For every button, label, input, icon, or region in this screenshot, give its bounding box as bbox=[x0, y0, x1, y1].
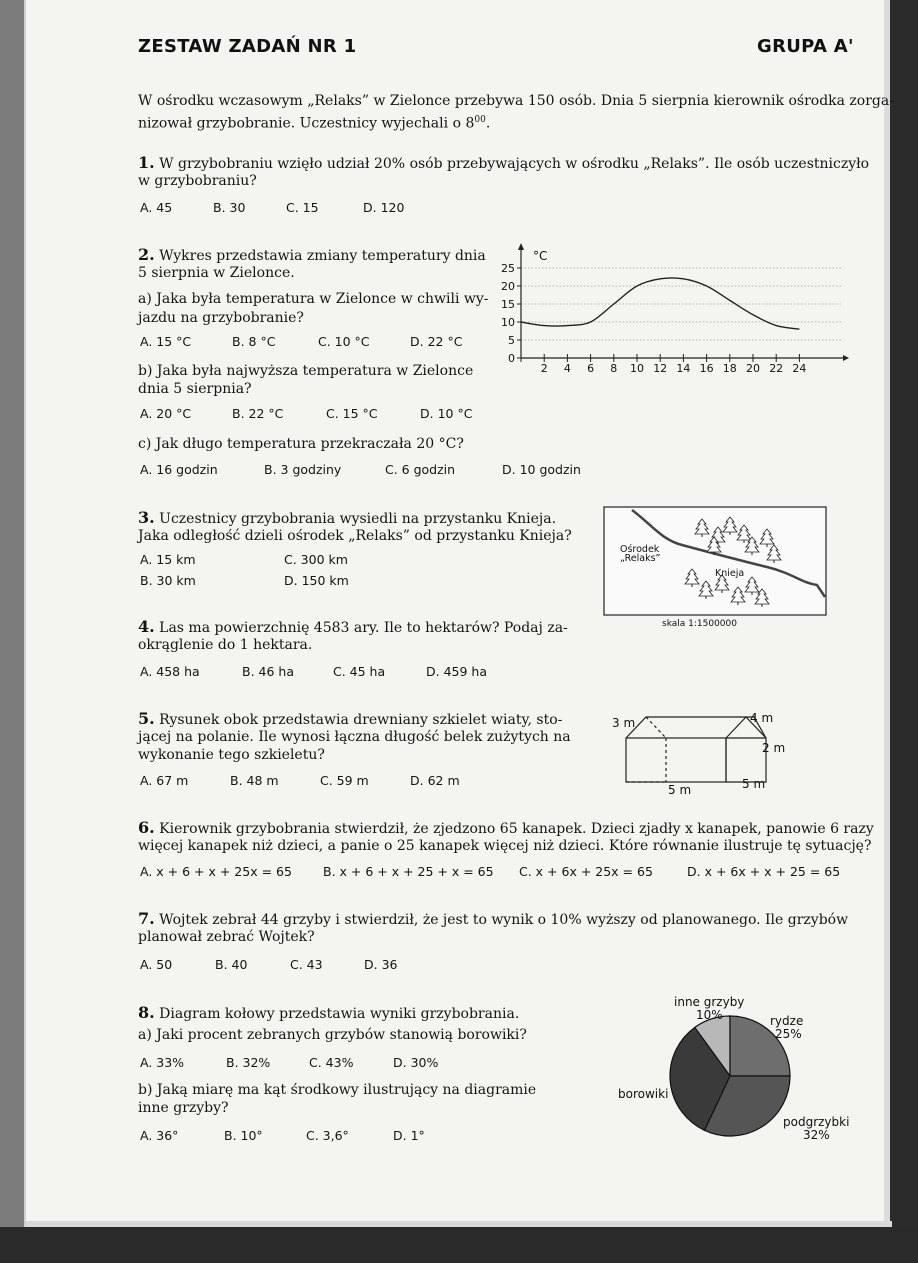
q8a-answer-b: B. 32% bbox=[226, 1055, 271, 1070]
q4-answer-d: D. 459 ha bbox=[426, 664, 487, 679]
scan-bottom-edge bbox=[0, 1227, 918, 1263]
q5-text-line-3: wykonanie tego szkieletu? bbox=[138, 747, 325, 763]
q4-answer-b: B. 46 ha bbox=[242, 664, 294, 679]
q2c-answer-c: C. 6 godzin bbox=[385, 462, 456, 477]
q7-text-line-2: planował zebrać Wojtek? bbox=[138, 929, 315, 945]
q7-answer-b: B. 40 bbox=[215, 957, 248, 972]
q7-text-line-1: 7. Wojtek zebrał 44 grzyby i stwierdził, że jest to wynik o 10% wyższy od planowanego. Ile grzybów bbox=[138, 909, 849, 928]
q6-answer-d: D. x + 6x + x + 25 = 65 bbox=[687, 864, 841, 879]
y-axis-label: °C bbox=[533, 249, 548, 263]
shelter-frame-figure bbox=[606, 705, 806, 797]
dim-4m: 4 m bbox=[750, 711, 774, 725]
q4-text-line-2: okrąglenie do 1 hektara. bbox=[138, 637, 313, 653]
map-label-stop: Knieja bbox=[715, 568, 745, 579]
q1-answer-c: C. 15 bbox=[286, 200, 319, 215]
q5-text-line-1: 5. Rysunek obok przedstawia drewniany szkielet wiaty, sto- bbox=[138, 709, 563, 728]
q2c-answer-b: B. 3 godziny bbox=[264, 462, 342, 477]
x-tick-label: 22 bbox=[769, 362, 784, 375]
q6-answer-a: A. x + 6 + x + 25x = 65 bbox=[140, 864, 292, 879]
q7-answer-d: D. 36 bbox=[364, 957, 398, 972]
dim-3m: 3 m bbox=[612, 716, 636, 730]
q1-answer-b: B. 30 bbox=[213, 200, 246, 215]
q2b-answer-d: D. 10 °C bbox=[420, 406, 473, 421]
q2-text-line-1: 2. Wykres przedstawia zmiany temperatury dnia bbox=[138, 245, 486, 264]
q5-answer-a: A. 67 m bbox=[140, 773, 189, 788]
q2b-answer-b: B. 22 °C bbox=[232, 406, 284, 421]
q5-answer-c: C. 59 m bbox=[320, 773, 369, 788]
q8b-answer-c: C. 3,6° bbox=[306, 1128, 349, 1143]
q7-answer-a: A. 50 bbox=[140, 957, 173, 972]
q4-answer-a: A. 458 ha bbox=[140, 664, 200, 679]
q8a-answer-a: A. 33% bbox=[140, 1055, 185, 1070]
q3-answer-a: A. 15 km bbox=[140, 552, 196, 567]
q8-text-line-1: 8. Diagram kołowy przedstawia wyniki grzybobrania. bbox=[138, 1003, 520, 1022]
q3-answer-b: B. 30 km bbox=[140, 573, 196, 588]
q2b-answer-a: A. 20 °C bbox=[140, 406, 192, 421]
q2a-answer-d: D. 22 °C bbox=[410, 334, 463, 349]
q6-text-line-1: 6. Kierownik grzybobrania stwierdził, że zjedzono 65 kanapek. Dzieci zjadły x kanapek, panowie 6 razy bbox=[138, 818, 874, 837]
x-tick-label: 2 bbox=[540, 362, 548, 375]
x-tick-label: 24 bbox=[792, 362, 807, 375]
x-tick-label: 14 bbox=[676, 362, 691, 375]
map-label-center: Ośrodek bbox=[620, 544, 660, 555]
y-tick-label: 15 bbox=[501, 298, 515, 311]
y-tick-label: 25 bbox=[501, 262, 515, 275]
group-label: GRUPA A' bbox=[757, 36, 854, 57]
pie-label-rydze: rydze bbox=[770, 1014, 804, 1028]
q5-answer-b: B. 48 m bbox=[230, 773, 279, 788]
q2c-answer-d: D. 10 godzin bbox=[502, 462, 581, 477]
q8b-text-line-2: inne grzyby? bbox=[138, 1100, 229, 1116]
pie-label-inne: inne grzyby bbox=[674, 995, 745, 1009]
scan-right-edge bbox=[890, 0, 918, 1263]
scan-left-edge bbox=[0, 0, 26, 1263]
q3-text-line-1: 3. Uczestnicy grzybobrania wysiedli na przystanku Knieja. bbox=[138, 508, 557, 527]
x-tick-label: 4 bbox=[563, 362, 571, 375]
x-tick-label: 18 bbox=[722, 362, 737, 375]
map-figure bbox=[602, 505, 852, 630]
q2c-text-line: c) Jak długo temperatura przekraczała 20 °C? bbox=[138, 436, 464, 452]
q2a-answer-c: C. 10 °C bbox=[318, 334, 370, 349]
x-tick-label: 16 bbox=[699, 362, 714, 375]
temperature-line-chart bbox=[495, 238, 850, 378]
q1-answer-d: D. 120 bbox=[363, 200, 405, 215]
q8b-answer-a: A. 36° bbox=[140, 1128, 179, 1143]
q2c-answer-a: A. 16 godzin bbox=[140, 462, 218, 477]
q4-text-line-1: 4. Las ma powierzchnię 4583 ary. Ile to hektarów? Podaj za- bbox=[138, 617, 568, 636]
q8a-answer-c: C. 43% bbox=[309, 1055, 354, 1070]
map-scale: skala 1:1500000 bbox=[662, 619, 737, 629]
q4-answer-c: C. 45 ha bbox=[333, 664, 386, 679]
y-tick-label: 5 bbox=[508, 334, 515, 347]
q2a-text-line-1: a) Jaka była temperatura w Zielonce w chwili wy- bbox=[138, 291, 489, 307]
intro-line-1: W ośrodku wczasowym „Relaks” w Zielonce przebywa 150 osób. Dnia 5 sierpnia kierownik ośrodka zorga- bbox=[138, 93, 894, 109]
q8a-text-line: a) Jaki procent zebranych grzybów stanowią borowiki? bbox=[138, 1027, 527, 1043]
y-tick-label: 0 bbox=[508, 352, 515, 365]
q2b-text-line-1: b) Jaka była najwyższa temperatura w Zielonce bbox=[138, 363, 474, 379]
y-tick-label: 10 bbox=[501, 316, 515, 329]
map-label-center-2: „Relaks” bbox=[620, 553, 661, 564]
q6-answer-c: C. x + 6x + 25x = 65 bbox=[519, 864, 653, 879]
q7-answer-c: C. 43 bbox=[290, 957, 323, 972]
q3-text-line-2: Jaka odległość dzieli ośrodek „Relaks” od przystanku Knieja? bbox=[138, 528, 572, 544]
q6-answer-b: B. x + 6 + x + 25 + x = 65 bbox=[323, 864, 494, 879]
q3-answer-d: D. 150 km bbox=[284, 573, 349, 588]
pie-label-borowiki: borowiki bbox=[618, 1087, 669, 1101]
pie-value-podgrzybki: 32% bbox=[803, 1128, 830, 1142]
q2-text-line-2: 5 sierpnia w Zielonce. bbox=[138, 265, 295, 281]
dim-5m-side: 5 m bbox=[742, 777, 766, 791]
pie-value-inne: 10% bbox=[696, 1008, 723, 1022]
x-tick-label: 6 bbox=[587, 362, 595, 375]
q8b-answer-d: D. 1° bbox=[393, 1128, 425, 1143]
temperature-series-line bbox=[521, 278, 799, 329]
q2a-answer-b: B. 8 °C bbox=[232, 334, 276, 349]
x-tick-label: 8 bbox=[610, 362, 618, 375]
mushroom-pie-chart bbox=[612, 990, 862, 1150]
pie-label-podgrzybki: podgrzybki bbox=[783, 1115, 850, 1129]
q5-answer-d: D. 62 m bbox=[410, 773, 460, 788]
pie-value-rydze: 25% bbox=[775, 1027, 802, 1041]
y-tick-label: 20 bbox=[501, 280, 515, 293]
x-axis-arrow bbox=[843, 355, 849, 361]
q1-answer-a: A. 45 bbox=[140, 200, 173, 215]
q2b-text-line-2: dnia 5 sierpnia? bbox=[138, 381, 252, 397]
x-tick-label: 10 bbox=[630, 362, 644, 375]
q1-text-line-1: 1. W grzybobraniu wzięło udział 20% osób przebywających w ośrodku „Relaks”. Ile osób uczestniczyło bbox=[138, 153, 870, 172]
q2b-answer-c: C. 15 °C bbox=[326, 406, 378, 421]
intro-line-2: nizował grzybobranie. Uczestnicy wyjechali o $8^{00}$. bbox=[138, 115, 491, 132]
dim-5m-front: 5 m bbox=[668, 783, 692, 797]
page-title: ZESTAW ZADAŃ NR 1 bbox=[138, 36, 357, 57]
scan-left-margin-line bbox=[24, 0, 26, 1263]
x-tick-label: 20 bbox=[746, 362, 760, 375]
scan-right-margin bbox=[884, 0, 890, 1263]
q2a-text-line-2: jazdu na grzybobranie? bbox=[138, 310, 304, 326]
q6-text-line-2: więcej kanapek niż dzieci, a panie o 25 kanapek więcej niż dzieci. Które równanie ilustruje tę sytuację? bbox=[138, 838, 872, 854]
q8b-answer-b: B. 10° bbox=[224, 1128, 263, 1143]
q2a-answer-a: A. 15 °C bbox=[140, 334, 192, 349]
q5-text-line-2: jącej na polanie. Ile wynosi łączna długość belek zużytych na bbox=[138, 729, 571, 745]
q3-answer-c: C. 300 km bbox=[284, 552, 348, 567]
q8a-answer-d: D. 30% bbox=[393, 1055, 439, 1070]
y-axis-arrow bbox=[518, 243, 524, 250]
q1-text-line-2: w grzybobraniu? bbox=[138, 173, 257, 189]
q8b-text-line-1: b) Jaką miarę ma kąt środkowy ilustrujący na diagramie bbox=[138, 1082, 537, 1098]
dim-2m: 2 m bbox=[762, 741, 786, 755]
x-tick-label: 12 bbox=[653, 362, 668, 375]
